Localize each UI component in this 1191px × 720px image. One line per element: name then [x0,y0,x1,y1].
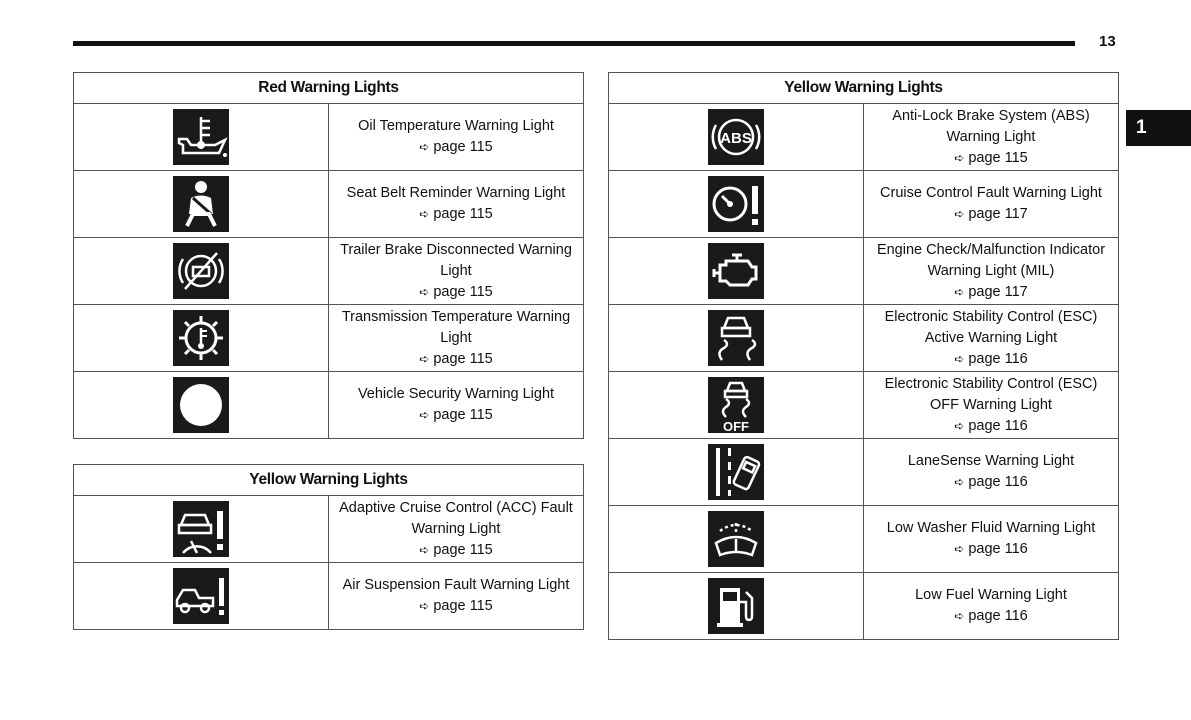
engine-check-icon [708,243,764,299]
oil-temperature-icon [173,109,229,165]
acc-fault-icon [173,501,229,557]
table-title: Yellow Warning Lights [74,465,584,496]
arrow-right-icon: ➪ [954,351,965,366]
table-row [609,171,1119,238]
row-label: Electronic Stability Control (ESC) Active Warning Light [884,308,1098,346]
row-label: Anti-Lock Brake System (ABS) Warning Light [892,107,1090,145]
row-label: Vehicle Security Warning Light [357,386,555,402]
page-reference-link[interactable]: ➪ page 115 [419,541,493,558]
page-reference-link[interactable]: ➪ page 115 [419,139,493,155]
arrow-right-icon: ➪ [954,609,965,623]
arrow-right-icon: ➪ [954,284,965,299]
row-label: Low Fuel Warning Light [915,587,1067,603]
arrow-right-icon: ➪ [954,207,965,221]
row-label: Low Washer Fluid Warning Light [886,520,1096,536]
abs-icon [708,109,764,165]
seat-belt-icon [173,176,229,232]
arrow-right-icon: ➪ [954,475,965,489]
svg-text:ABS: ABS [720,130,752,147]
table-title: Red Warning Lights [74,73,584,104]
row-label: Engine Check/Malfunction Indicator Warning Light (MIL) [876,241,1106,279]
svg-text:OFF: OFF [723,419,749,433]
row-label: Electronic Stability Control (ESC) OFF Warning Light [884,375,1098,413]
page-reference-link[interactable]: ➪ page 116 [954,541,1028,557]
table-row [609,573,1119,640]
table-row [74,563,584,630]
row-label: LaneSense Warning Light [907,453,1075,469]
row-label: Air Suspension Fault Warning Light [342,577,570,593]
page-reference-link[interactable]: ➪ page 115 [419,350,493,367]
page-reference-link[interactable]: ➪ page 117 [954,283,1028,300]
washer-fluid-icon [708,511,764,567]
arrow-right-icon: ➪ [419,140,430,154]
row-label: Cruise Control Fault Warning Light [880,185,1102,201]
transmission-temperature-icon [173,310,229,366]
page-reference-link[interactable]: ➪ page 115 [419,283,493,300]
page-reference-link[interactable]: ➪ page 116 [954,608,1028,624]
row-label: Trailer Brake Disconnected Warning Light [340,241,572,279]
table-row [609,506,1119,573]
arrow-right-icon: ➪ [954,418,965,433]
lanesense-icon [708,444,764,500]
table-row [74,496,584,563]
table-title: Yellow Warning Lights [609,73,1119,104]
trailer-brake-icon [173,243,229,299]
row-label: Transmission Temperature Warning Light [341,308,571,346]
air-suspension-icon [173,568,229,624]
arrow-right-icon: ➪ [419,408,430,422]
header-rule [73,41,1075,46]
section-tab[interactable]: 1 [1126,110,1191,146]
yellow-warning-lights-table-left [73,464,584,630]
page-reference-link[interactable]: ➪ page 115 [419,407,493,423]
yellow-warning-lights-table-right [608,72,1119,640]
arrow-right-icon: ➪ [419,542,430,557]
page-reference-link[interactable]: ➪ page 115 [954,149,1028,166]
page-reference-link[interactable]: ➪ page 115 [419,206,493,222]
table-row [609,372,1119,439]
arrow-right-icon: ➪ [954,150,965,165]
row-label: Oil Temperature Warning Light [358,118,554,134]
cruise-fault-icon [708,176,764,232]
esc-active-icon [708,310,764,366]
table-row [74,372,584,439]
page-reference-link[interactable]: ➪ page 117 [954,206,1028,222]
page-reference-link[interactable]: ➪ page 115 [419,598,493,614]
vehicle-security-icon [173,377,229,433]
table-row [74,305,584,372]
arrow-right-icon: ➪ [419,284,430,299]
page-number: 13 [1099,33,1116,50]
esc-off-icon [708,377,764,433]
arrow-right-icon: ➪ [419,351,430,366]
page-reference-link[interactable]: ➪ page 116 [954,474,1028,490]
red-warning-lights-table [73,72,584,439]
arrow-right-icon: ➪ [419,599,430,613]
arrow-right-icon: ➪ [954,542,965,556]
table-row [74,238,584,305]
row-label: Seat Belt Reminder Warning Light [346,185,566,201]
low-fuel-icon [708,578,764,634]
page-reference-link[interactable]: ➪ page 116 [954,417,1028,434]
row-label: Adaptive Cruise Control (ACC) Fault Warning Light [339,499,573,537]
table-row [609,305,1119,372]
table-row [74,171,584,238]
table-row [609,104,1119,171]
arrow-right-icon: ➪ [419,207,430,221]
table-row [74,104,584,171]
table-row [609,439,1119,506]
page-reference-link[interactable]: ➪ page 116 [954,350,1028,367]
table-row [609,238,1119,305]
